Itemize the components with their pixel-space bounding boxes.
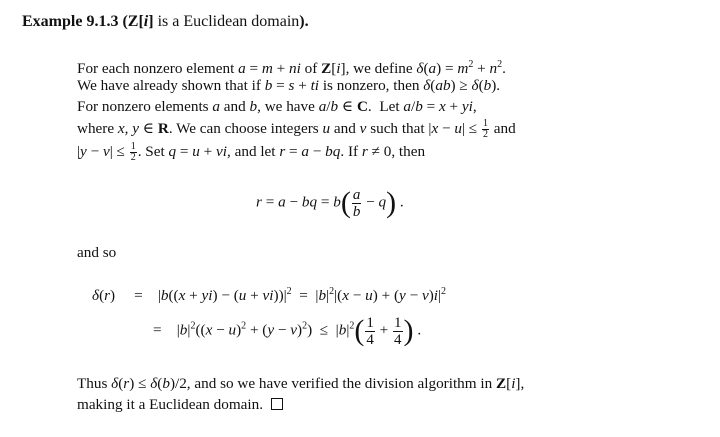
paragraph-line-3: For nonzero elements a and b, we have a/b ∈ C. Let a/b = x + yi, (77, 98, 477, 115)
paragraph-line-1: For each nonzero element a = m + ni of Z[i], we define $\delta(a) = m^2 + n^2$. (77, 59, 506, 78)
example-heading: Example 9.1.3 (Z[i] is a Euclidean domain). (22, 13, 309, 30)
equation-1: r = a − bq = b( $\frac{a}{b}$ − q) . (256, 186, 404, 220)
example-label: Example 9.1.3 (22, 13, 119, 30)
conclusion-line-1: Thus δ(r) ≤ δ(b)/2, and so we have verified the division algorithm in Z[i], (77, 375, 525, 392)
and-so-text: and so (77, 244, 117, 261)
equation-2-line-2: = $|b|^2((x - u)^2 + (y - v)^2) \le |b|^2$( $\frac{1}{4}$ + $\frac{1}{4}$ ) . (153, 314, 422, 348)
conclusion-text: making it a Euclidean domain. (77, 396, 263, 413)
paragraph-line-4: where x, y ∈ R. We can choose integers u and v such that |x − u| ≤ $\frac{1}{2}$ and (77, 118, 516, 140)
qed-box-icon (271, 398, 283, 410)
paragraph-line-2: We have already shown that if b = s + ti is nonzero, then δ(ab) ≥ δ(b). (77, 77, 501, 94)
paragraph-line-5: |y − v| ≤ $\frac{1}{2}$ . Set q = u + vi, and let r = a − bq. If r ≠ 0, then (77, 141, 426, 163)
equation-2-line-1: δ(r) = $|b((x + yi) - (u + vi))|^2 = |b|^2|(x - u) + (y - v)i|^2$ (92, 286, 447, 305)
conclusion-line-2 (77, 396, 283, 414)
